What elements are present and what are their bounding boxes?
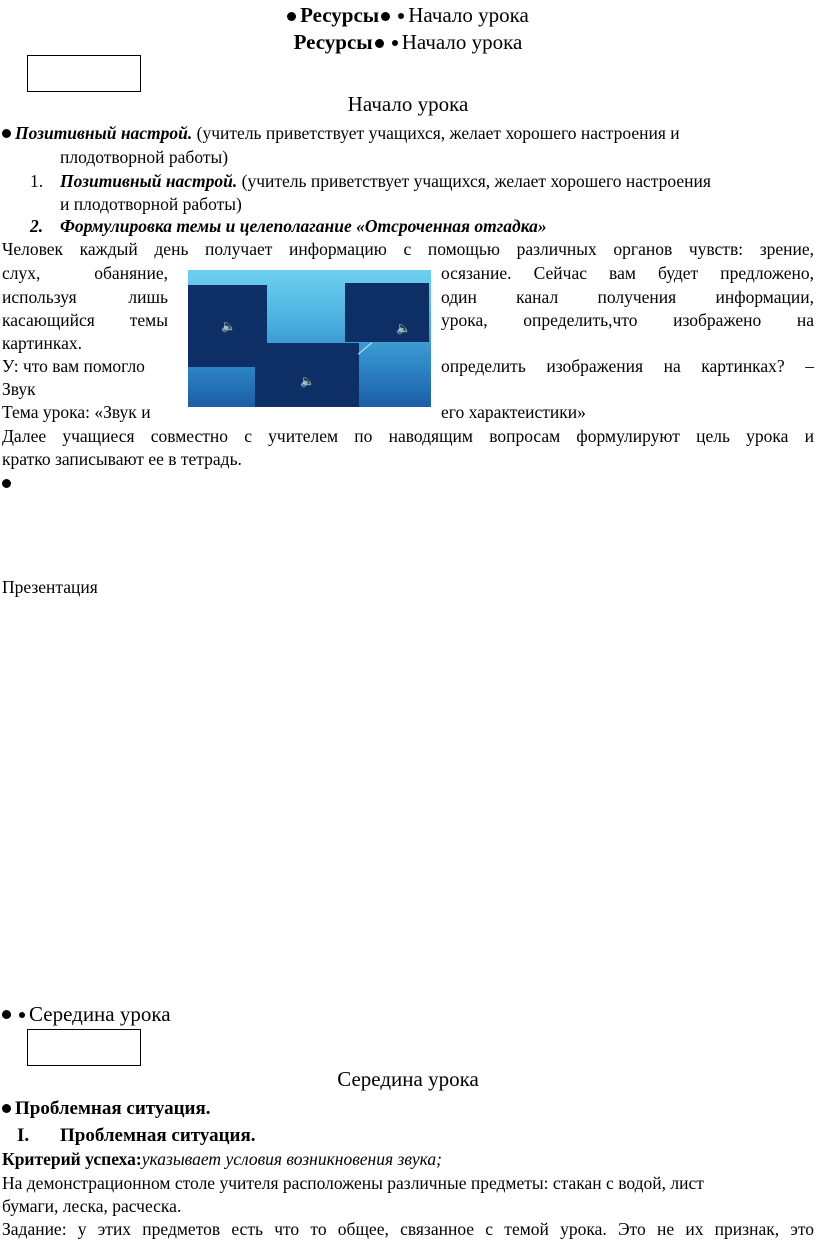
paragraph-left: касающийся темы	[2, 310, 168, 330]
bullet-item	[2, 122, 680, 145]
item-title: Позитивный настрой.	[15, 123, 193, 143]
numbered-item-2	[30, 215, 547, 238]
criterion-label: Критерий успеха:	[2, 1149, 142, 1169]
bullet-icon	[2, 479, 11, 488]
slide-panel	[345, 283, 429, 342]
section-heading: Начало урока	[347, 92, 469, 116]
resources-label: Ресурсы	[293, 30, 373, 54]
paragraph-left: У: что вам помогло	[2, 356, 145, 376]
paragraph-right: один канал получения информации,	[441, 287, 814, 307]
resources-label: Ресурсы	[300, 3, 380, 27]
presentation-slide-image	[188, 270, 431, 407]
bullet-icon	[381, 12, 390, 21]
lesson-start-label: Начало урока	[401, 30, 523, 54]
header-line-1	[0, 4, 816, 28]
item-title: Проблемная ситуация.	[15, 1098, 211, 1119]
section-heading: Середина урока	[337, 1067, 479, 1091]
paragraph: Задание: у этих предметов есть что то общее, связанное с темой урока. Это не их признак, это	[2, 1219, 814, 1239]
bullet-icon	[2, 1104, 11, 1113]
list-marker: 2.	[30, 216, 44, 236]
bullet-icon	[392, 40, 398, 46]
empty-bullet	[2, 472, 15, 495]
roman-item	[17, 1124, 256, 1147]
item-text-cont: плодотворной работы)	[60, 147, 229, 167]
numbered-item-1	[30, 170, 711, 193]
empty-frame	[27, 1029, 141, 1066]
paragraph: Далее учащиеся совместно с учителем по наводящим вопросам формулируют цель урока и	[2, 426, 814, 446]
criterion-text: указывает условия возникновения звука;	[141, 1149, 443, 1169]
bullet-icon	[2, 129, 11, 138]
speaker-icon: 🔈	[221, 319, 236, 333]
bullet-item	[2, 1097, 211, 1120]
paragraph: кратко записывают ее в тетрадь.	[2, 449, 242, 469]
bullet-icon	[375, 39, 384, 48]
item-text: (учитель приветствует учащихся, желает хорошего настроения	[237, 171, 711, 191]
paragraph: Человек каждый день получает информацию с помощью различных органов чувств: зрение,	[2, 239, 814, 259]
decor-line	[358, 342, 372, 354]
speaker-icon: 🔈	[300, 374, 315, 388]
resource-label: Презентация	[2, 577, 98, 597]
paragraph-right: осязание. Сейчас вам будет предложено,	[441, 263, 814, 283]
paragraph: бумаги, леска, расческа.	[2, 1196, 182, 1216]
item-text: (учитель приветствует учащихся, желает хорошего настроения и	[192, 123, 680, 143]
lesson-start-label: Начало урока	[408, 3, 529, 27]
paragraph-right: его характеистики»	[441, 402, 586, 422]
item-title: Формулировка темы и целеполагание «Отсроченная отгадка»	[60, 216, 547, 236]
bullet-icon	[287, 12, 296, 21]
paragraph-left: слух, обаняние,	[2, 263, 168, 283]
lesson-middle-label: Середина урока	[29, 1002, 171, 1026]
list-marker: I.	[17, 1125, 30, 1146]
section-bullet-line	[2, 1003, 171, 1026]
paragraph-right: урока, определить,что изображено на	[441, 310, 814, 330]
paragraph: На демонстрационном столе учителя расположены различные предметы: стакан с водой, лист	[2, 1173, 704, 1193]
bullet-icon	[19, 1012, 25, 1018]
bullet-icon	[2, 1010, 11, 1019]
header-line-2	[0, 31, 816, 55]
item-title: Позитивный настрой.	[60, 171, 238, 191]
bullet-icon	[398, 13, 404, 19]
paragraph-left: Тема урока: «Звук и	[2, 402, 151, 422]
paragraph-left: используя лишь	[2, 287, 168, 307]
paragraph: картинках.	[2, 333, 83, 353]
paragraph: Звук	[2, 379, 36, 399]
item-title: Проблемная ситуация.	[60, 1125, 256, 1146]
list-marker: 1.	[30, 171, 44, 191]
item-text-cont: и плодотворной работы)	[60, 194, 242, 214]
speaker-icon: 🔈	[396, 321, 411, 335]
criterion-line	[2, 1148, 442, 1171]
paragraph-right: определить изображения на картинках? –	[441, 356, 814, 376]
empty-frame	[27, 55, 141, 92]
